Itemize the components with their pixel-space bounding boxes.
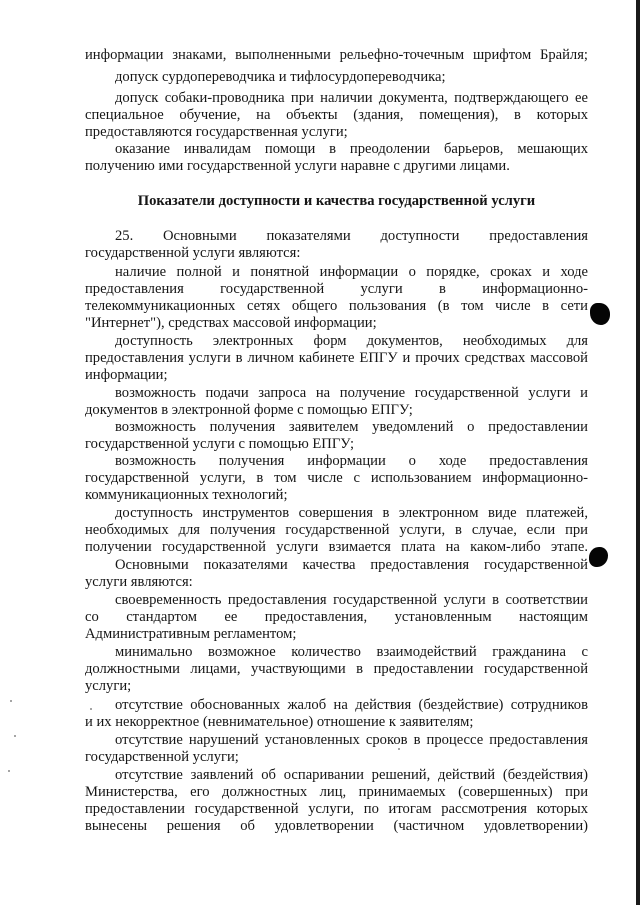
text-line: предоставлении государственной услуги, по итогам рассмотрения которых — [85, 801, 588, 817]
text-line: информации; — [85, 367, 168, 383]
text-line: получению ими государственной услуги наравне с другими лицами. — [85, 158, 510, 174]
text-line: необходимых для получения государственной услуги, в случае, если при — [85, 522, 588, 538]
scan-speck — [8, 770, 10, 772]
text-line: отсутствие нарушений установленных сроков в процессе предоставления — [115, 732, 588, 748]
text-line: государственной услуги; — [85, 749, 239, 765]
text-line: доступность электронных форм документов, необходимых для — [115, 333, 588, 349]
text-line: телекоммуникационных сетях общего пользования (в том числе в сети — [85, 298, 588, 314]
text-line: оказание инвалидам помощи в преодолении барьеров, мешающих — [115, 141, 588, 157]
text-line: возможность подачи запроса на получение государственной услуги и — [115, 385, 588, 401]
text-line: предоставляются государственная услуги; — [85, 124, 348, 140]
text-line: документов в электронной форме с помощью ЕПГУ; — [85, 402, 413, 418]
text-line: допуск собаки-проводника при наличии документа, подтверждающего ее — [115, 90, 588, 106]
text-line: государственной услуги с помощью ЕПГУ; — [85, 436, 355, 452]
text-line: 25. Основными показателями доступности предоставления — [115, 228, 588, 244]
text-line: Административным регламентом; — [85, 626, 297, 642]
text-line: государственной услуги являются: — [85, 245, 301, 261]
hole-punch-mark — [590, 303, 610, 325]
text-line: доступность инструментов совершения в электронном виде платежей, — [115, 505, 588, 521]
text-line: Министерства, его должностных лиц, принимаемых (совершенных) при — [85, 784, 588, 800]
scan-speck — [14, 735, 16, 737]
text-line: получении государственной услуги взимается плата на каком-либо этапе. — [85, 539, 588, 555]
text-line: Основными показателями качества предоставления государственной — [115, 557, 588, 573]
text-line: предоставления услуги в личном кабинете ЕПГУ и прочих средствах массовой — [85, 350, 588, 366]
text-line: отсутствие заявлений об оспаривании решений, действий (бездействия) — [115, 767, 588, 783]
text-line: отсутствие обоснованных жалоб на действия (бездействие) сотрудников — [115, 697, 588, 713]
text-line: минимально возможное количество взаимодействий гражданина с — [115, 644, 588, 660]
text-line: коммуникационных технологий; — [85, 487, 288, 503]
text-line: своевременность предоставления государственной услуги в соответствии — [115, 592, 588, 608]
text-line: наличие полной и понятной информации о порядке, сроках и ходе — [115, 264, 588, 280]
text-line: предоставления государственной услуги в информационно- — [85, 281, 588, 297]
text-line: услуги являются: — [85, 574, 193, 590]
scan-speck — [10, 700, 12, 702]
scan-speck — [398, 748, 400, 750]
text-line: и их некорректное (невнимательное) отношение к заявителям; — [85, 714, 474, 730]
text-line: возможность получения заявителем уведомлений о предоставлении — [115, 419, 588, 435]
section-heading: Показатели доступности и качества государственной услуги — [137, 193, 536, 209]
text-line: информации знаками, выполненными рельефно-точечным шрифтом Брайля; — [85, 47, 588, 63]
scan-edge-shadow — [636, 0, 640, 905]
hole-punch-mark — [589, 547, 608, 567]
text-line: государственной услуги, в том числе с использованием информационно- — [85, 470, 588, 486]
scan-speck — [90, 708, 92, 710]
text-line: вынесены решения об удовлетворении (частичном удовлетворении) — [85, 818, 588, 834]
text-line: со стандартом ее предоставления, установленным настоящим — [85, 609, 588, 625]
text-line: должностными лицами, участвующими в предоставлении государственной — [85, 661, 588, 677]
text-line: "Интернет"), средствах массовой информации; — [85, 315, 377, 331]
text-line: специальное обучение, на объекты (здания, помещения), в которых — [85, 107, 588, 123]
text-line: возможность получения информации о ходе предоставления — [115, 453, 588, 469]
text-line: услуги; — [85, 678, 132, 694]
text-line: допуск сурдопереводчика и тифлосурдопереводчика; — [115, 69, 446, 85]
